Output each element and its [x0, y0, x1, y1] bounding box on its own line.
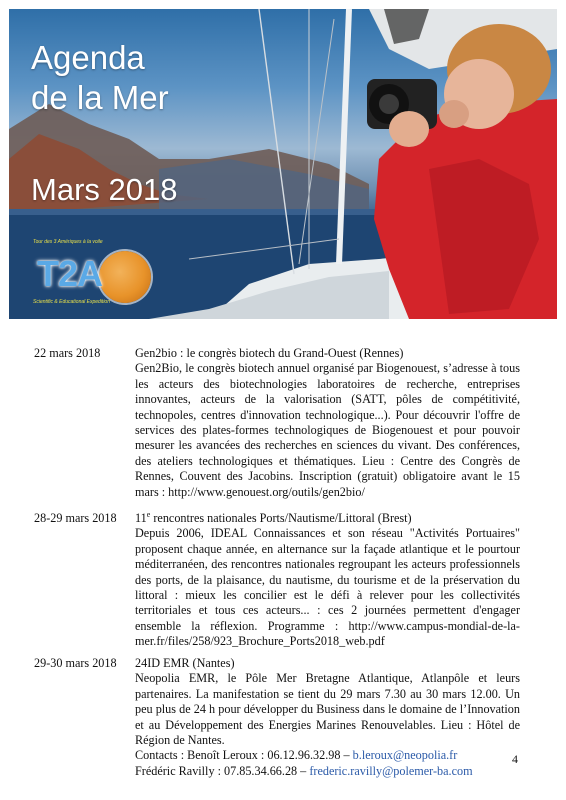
header-month: Mars 2018 [31, 172, 178, 207]
event-date: 22 mars 2018 [34, 346, 101, 360]
logo-tagline: Tour des 3 Amériques à la voile [33, 239, 103, 245]
event-title: 24ID EMR (Nantes) [135, 656, 235, 670]
header-title-line1: Agenda [31, 39, 145, 76]
event-contact-line: Frédéric Ravilly : 07.85.34.66.28 – frederic.ravilly@polemer-ba.com [135, 763, 473, 778]
event-date: 28-29 mars 2018 [34, 511, 117, 525]
event-content [135, 656, 520, 779]
event-description: Gen2Bio, le congrès biotech annuel organisé par Biogenouest, s’adresse à tous les acteurs des biotechnologies laboratoires de recherche, entreprises innovantes, acteurs de la valorisation (SATT, pôles de compétitivité, technopoles, centres d'innovation technologique...). Pour découvrir l'offre de services des plates-formes technologiques de Biogenouest et pour pouvoir mesurer les avancées des recherches en sciences du vivant. Des conférences, des ateliers technologiques et thématiques. Lieu : Centre des Congrès de Rennes, Couvent des Jacobins. Inscription (gratuit) obligatoire avant le 15 mars : http://www.genouest.org/outils/gen2bio/ [135, 361, 520, 499]
event-description: Depuis 2006, IDEAL Connaissances et son réseau "Activités Portuaires" proposent chaque année, en alternance sur la façade atlantique et le pourtour méditerranéen, des rencontres nationales regroupant les acteurs professionnels des ports, de la plaisance, du nautisme, du tourisme et de la préservation du littoral : mieux les concilier est le défi à relever pour les collectivités territoriales et tous ces acteurs... : ces 2 journées permettent d'engager ensemble la réflexion. Programme : http://www.campus-mondial-de-la-mer.fr/files/258/923_Brochure_Ports2018_web.pdf [135, 526, 520, 649]
header-photo [9, 9, 557, 319]
event-content [135, 511, 520, 650]
contact-email-link[interactable]: frederic.ravilly@polemer-ba.com [309, 763, 473, 778]
event-date: 29-30 mars 2018 [34, 656, 117, 670]
page-number: 4 [512, 752, 518, 766]
header-title-line2: de la Mer [31, 79, 169, 116]
event-content [135, 346, 520, 500]
event-contact-line: Contacts : Benoît Leroux : 06.12.96.32.98 – b.leroux@neopolia.fr [135, 748, 458, 763]
event-title: 11e rencontres nationales Ports/Nautisme/Littoral (Brest) [135, 509, 412, 525]
t2a-logo: T2A [37, 253, 103, 294]
event-title: Gen2bio : le congrès biotech du Grand-Ouest (Rennes) [135, 346, 404, 360]
globe-icon [99, 251, 151, 303]
logo-sub-tagline: Scientific & Educational Expedition [33, 299, 110, 305]
event-description: Neopolia EMR, le Pôle Mer Bretagne Atlantique, Atlanpôle et leurs partenaires. La manifestation se tient du 29 mars 7.30 au 30 mars 12.00. Un peu plus de 24 h pour développer du Business dans le domaine de l’Innovation et au Développement des Energies Marines Renouvelables. Lieu : Hôtel de Région de Nantes. [135, 671, 520, 748]
contact-email-link[interactable]: b.leroux@neopolia.fr [352, 748, 458, 763]
